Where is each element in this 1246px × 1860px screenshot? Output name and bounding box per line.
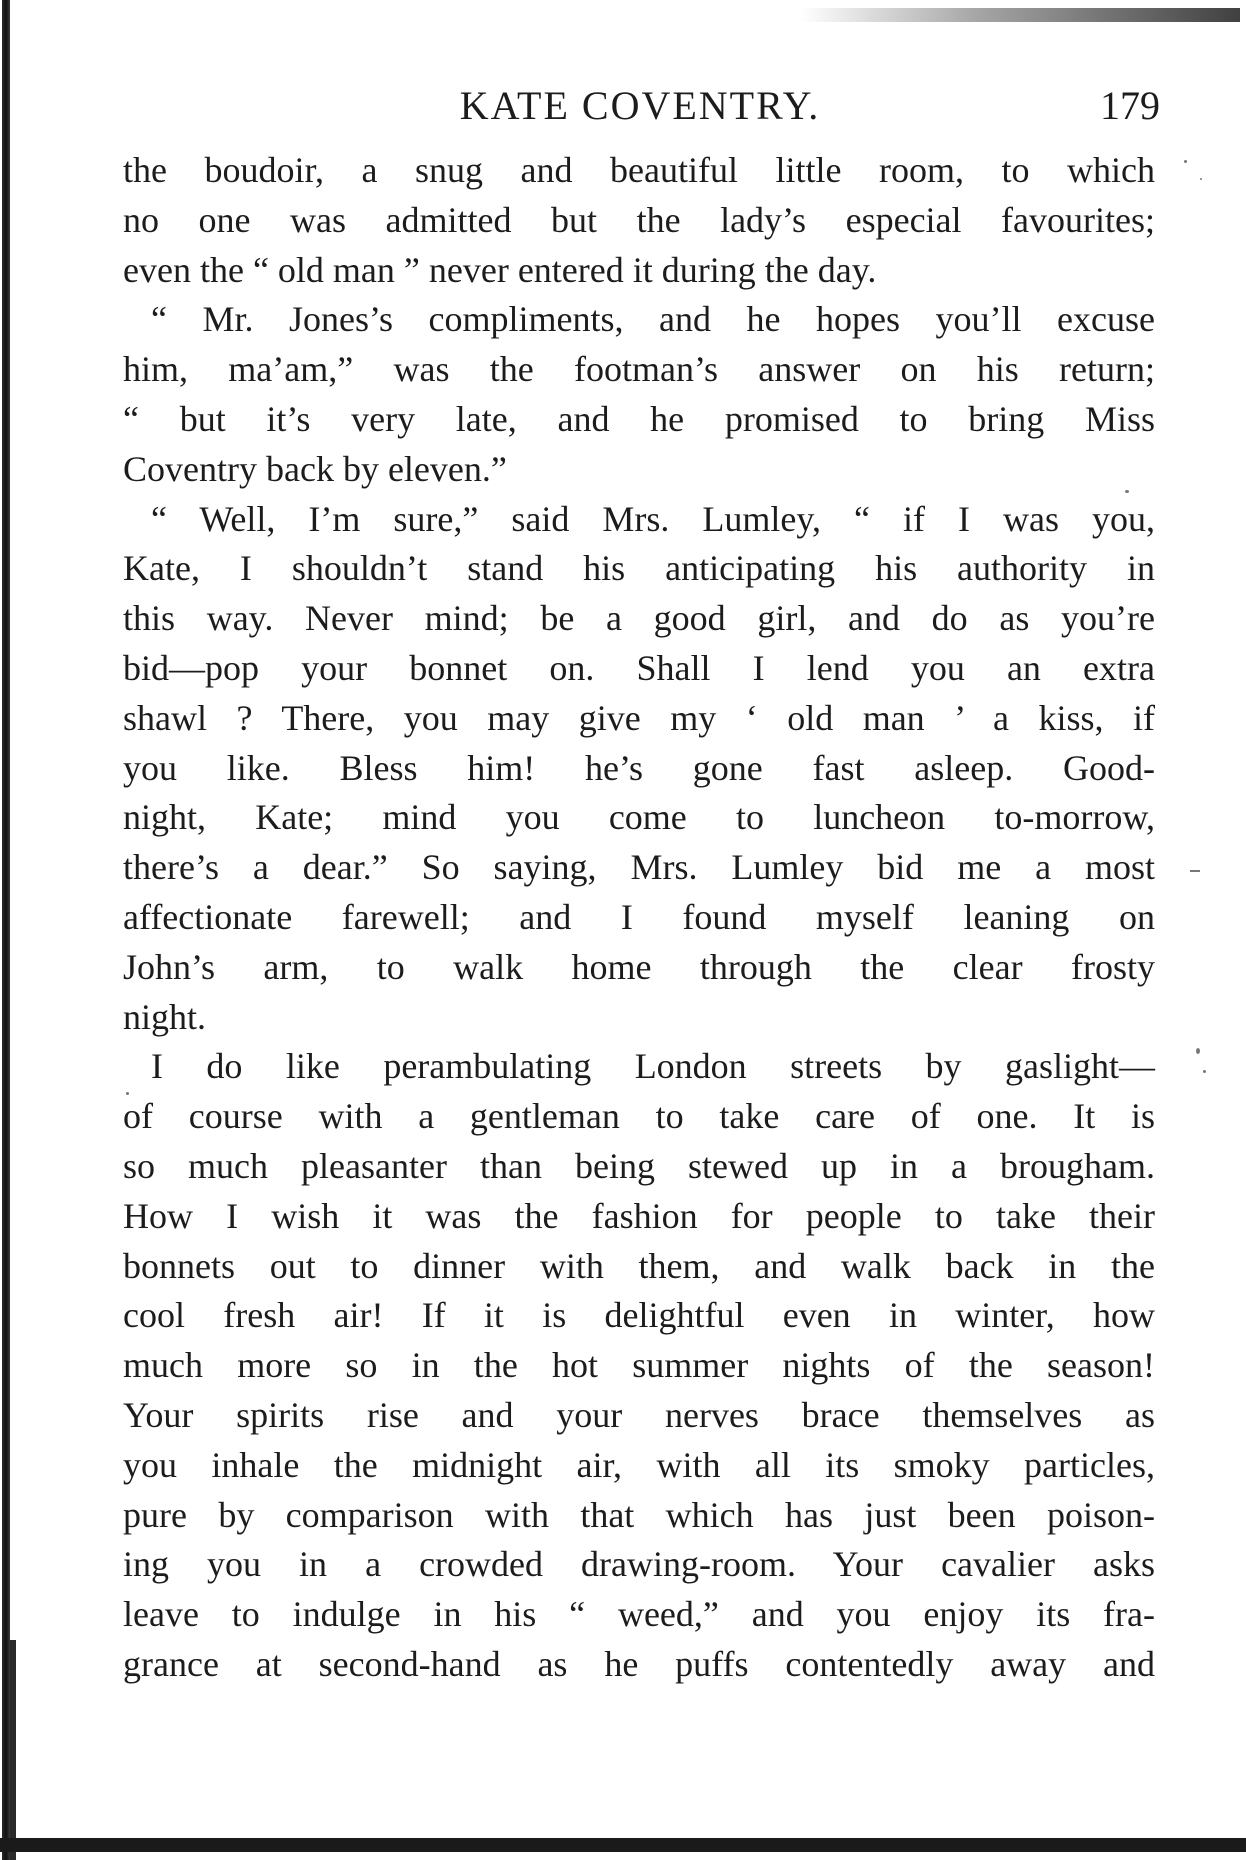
text-line: John’s arm, to walk home through the clear frosty [123,946,1155,987]
text-line: you like. Bless him! he’s gone fast asleep. Good- [123,747,1155,788]
text-line: you inhale the midnight air, with all its smoky particles, [123,1444,1155,1485]
text-line: bonnets out to dinner with them, and walk back in the [123,1245,1155,1286]
scan-top-smudge [800,8,1240,22]
scan-binding-edge [2,0,10,1860]
text-line: “ Mr. Jones’s compliments, and he hopes you’ll excuse [151,299,1155,340]
text-line: ing you in a crowded drawing-room. Your cavalier asks [123,1544,1155,1585]
text-line: night, Kate; mind you come to luncheon to-morrow, [123,797,1155,838]
text-line: of course with a gentleman to take care of one. It is [123,1096,1155,1137]
text-line: Your spirits rise and your nerves brace themselves as [123,1394,1155,1435]
text-line: Coventry back by eleven.” [123,448,507,489]
text-line: affectionate farewell; and I found myself leaning on [123,896,1155,937]
text-line: cool fresh air! If it is delightful even in winter, how [123,1295,1155,1336]
text-line: leave to indulge in his “ weed,” and you enjoy its fra- [123,1594,1155,1635]
text-line: pure by comparison with that which has just been poison- [123,1494,1155,1535]
text-line: even the “ old man ” never entered it during the day. [123,249,877,290]
page-number: 179 [1100,83,1160,128]
text-line: I do like perambulating London streets by gaslight— [151,1046,1155,1087]
text-line: there’s a dear.” So saying, Mrs. Lumley bid me a most [123,847,1155,888]
scan-speck [1190,870,1200,872]
text-line: much more so in the hot summer nights of the season! [123,1345,1155,1386]
text-line: no one was admitted but the lady’s especial favourites; [123,199,1155,240]
body-text [123,146,1155,1690]
text-line: night. [123,996,207,1037]
text-line: How I wish it was the fashion for people to take their [123,1195,1155,1236]
text-line: this way. Never mind; be a good girl, and do as you’re [123,598,1155,639]
text-line: Kate, I shouldn’t stand his anticipating his authority in [123,548,1155,589]
text-line: the boudoir, a snug and beautiful little room, to which [123,150,1155,190]
text-line: so much pleasanter than being stewed up in a brougham. [123,1145,1155,1186]
running-head [120,82,1160,134]
text-line: “ Well, I’m sure,” said Mrs. Lumley, “ if I was you, [151,498,1155,539]
scan-speck [1196,1048,1200,1054]
text-line: grance at second-hand as he puffs contentedly away and [123,1643,1155,1684]
text-line: bid—pop your bonnet on. Shall I lend you an extra [123,647,1155,688]
text-line: him, ma’am,” was the footman’s answer on his return; [123,349,1155,390]
scan-speck [1184,160,1187,163]
scan-speck [1200,178,1202,180]
running-title: KATE COVENTRY. [459,83,821,128]
scan-bottom-edge [0,1838,1246,1852]
text-line: “ but it’s very late, and he promised to bring Miss [123,398,1155,439]
text-line: shawl ? There, you may give my ‘ old man ’ a kiss, if [123,697,1155,738]
scan-speck [1203,1070,1206,1073]
scan-binding-shadow [10,1640,16,1860]
